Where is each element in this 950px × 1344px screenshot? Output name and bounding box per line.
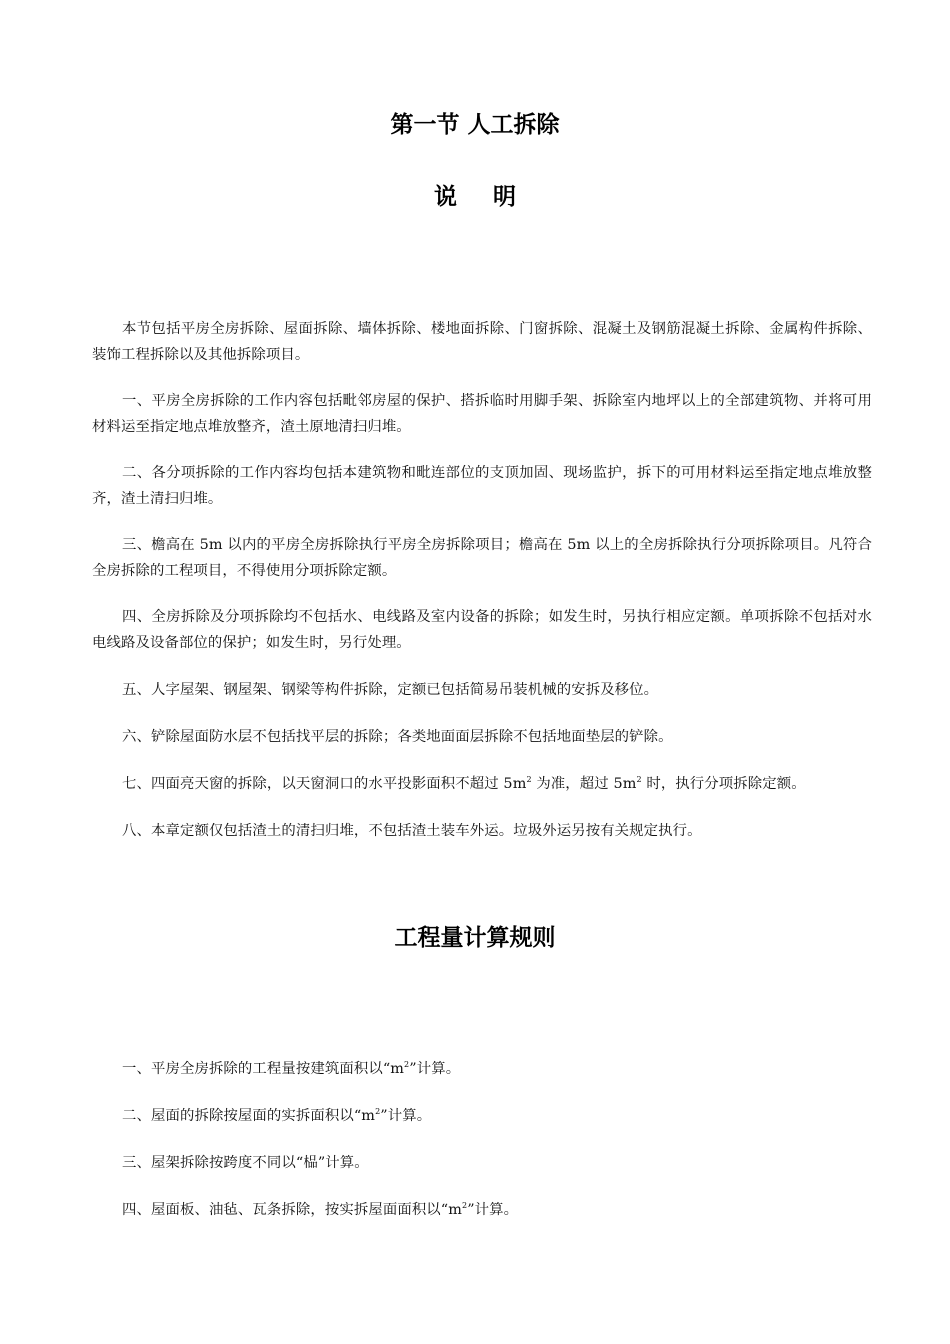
- explanation-paragraph-6: 六、铲除屋面防水层不包括找平层的拆除；各类地面面层拆除不包括地面垫层的铲除。: [122, 729, 673, 745]
- rule-item-2: 二、屋面的拆除按屋面的实拆面积以“$m^2$”计算。: [122, 1107, 432, 1124]
- explanation-paragraph-8: 八、本章定额仅包括渣土的清扫归堆，不包括渣土装车外运。垃圾外运另按有关规定执行。: [122, 823, 702, 839]
- explanation-title: [0, 180, 950, 214]
- explanation-title-part1: 说: [434, 184, 457, 210]
- explanation-paragraph-1: 一、平房全房拆除的工作内容包括毗邻房屋的保护、搭拆临时用脚手架、拆除室内地坪以上的全部建筑物、并将可用材料运至指定地点堆放整齐，渣土原地清扫归堆。: [92, 393, 872, 435]
- explanation-intro-paragraph: 本节包括平房全房拆除、屋面拆除、墙体拆除、楼地面拆除、门窗拆除、混凝土及钢筋混凝土拆除、金属构件拆除、装饰工程拆除以及其他拆除项目。: [92, 321, 872, 363]
- explanation-paragraph-5: 五、人字屋架、钢屋架、钢梁等构件拆除，定额已包括简易吊装机械的安拆及移位。: [122, 682, 659, 698]
- rule-item-1: 一、平房全房拆除的工程量按建筑面积以“$m^2$”计算。: [122, 1060, 461, 1077]
- explanation-title-part2: 明: [493, 184, 516, 210]
- rules-title: 工程量计算规则: [394, 925, 556, 951]
- rule-item-3: 三、屋架拆除按跨度不同以“榀”计算。: [122, 1155, 369, 1171]
- section-title: 第一节 人工拆除: [390, 112, 560, 138]
- rule-item-4: 四、屋面板、油毡、瓦条拆除，按实拆屋面面积以“$m^2$”计算。: [122, 1201, 519, 1218]
- explanation-paragraph-7: 七、四面亮天窗的拆除，以天窗洞口的水平投影面积不超过 $5m^2$ 为准，超过 $5m^2$ 时，执行分项拆除定额。: [122, 775, 806, 792]
- explanation-paragraph-4: 四、全房拆除及分项拆除均不包括水、电线路及室内设备的拆除；如发生时，另执行相应定额。单项拆除不包括对水电线路及设备部位的保护；如发生时，另行处理。: [92, 609, 872, 651]
- explanation-paragraph-2: 二、各分项拆除的工作内容均包括本建筑物和毗连部位的支顶加固、现场监护，拆下的可用材料运至指定地点堆放整齐，渣土清扫归堆。: [92, 465, 872, 507]
- explanation-paragraph-3: 三、檐高在 5m 以内的平房全房拆除执行平房全房拆除项目；檐高在 5m 以上的全房拆除执行分项拆除项目。凡符合全房拆除的工程项目，不得使用分项拆除定额。: [92, 537, 872, 579]
